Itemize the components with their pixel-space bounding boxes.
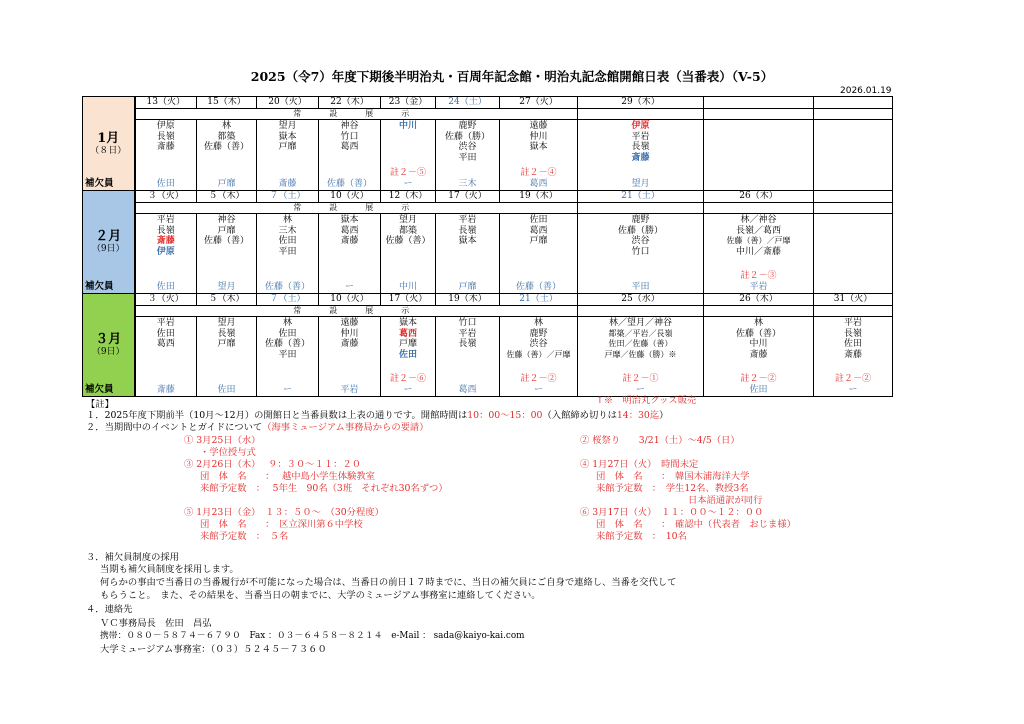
duty-cell (436, 120, 500, 191)
reserve-name: 斎藤 (278, 178, 297, 189)
staff-name: 戸靡／佐藤（勝）※ (604, 349, 677, 359)
month-day-count: （9日） (91, 347, 125, 358)
month-day-count: （８日） (90, 145, 127, 156)
note-3-line-2: 何らかの事由で当番日の当番履行が不可能になった場合は、当番日の前日１７時までに、当日の補欠員にご自身で連絡し、当番を交代して (100, 577, 677, 588)
staff-name: 佐藤（善） (735, 328, 781, 339)
event-4-note: 日本語通訳が同行 (688, 495, 763, 506)
event-6-count: 来館予定数 ： 10名 (596, 531, 687, 542)
event-6-group: 団 体 名 ： 確認中（代表者 おじま様） (596, 519, 796, 530)
staff-name: 長嶺 (156, 225, 175, 236)
month-label-1 (83, 97, 135, 191)
date-cell: ７（土） (257, 294, 319, 306)
staff-name: 林 (221, 121, 231, 131)
duty-cell (814, 214, 893, 294)
duty-cell (578, 120, 704, 191)
empty-cell (704, 109, 814, 120)
staff-name: 長嶺 (217, 328, 236, 339)
staff-name: 渋谷 (529, 339, 548, 349)
date-cell (814, 97, 893, 109)
staff-name: 鹿野 (631, 215, 650, 225)
event-4-count: 来館予定数 ： 学生12名、教授3名 (596, 483, 749, 494)
date-cell: 15（木） (197, 97, 257, 109)
staff-name: 佐藤（善）／戸靡 (506, 349, 571, 359)
staff-name: 伊原 (631, 121, 650, 131)
reserve-label: 補欠員 (85, 177, 114, 189)
reserve-label: 補欠員 (85, 383, 114, 395)
note-2-request: （海事ミュージアム事務局からの要請） (262, 422, 429, 433)
empty-cell (814, 306, 893, 317)
reserve-name: 葛西 (458, 384, 477, 395)
reserve-name: 平田 (631, 281, 650, 292)
staff-name: 戸靡 (278, 142, 297, 152)
date-cell: 22（木） (319, 97, 381, 109)
reserve-name: 平岩 (749, 281, 768, 292)
cell-note: 註２－① (622, 373, 659, 384)
reserve-name: 望月 (217, 281, 236, 292)
reserve-name: 三木 (458, 178, 477, 189)
duty-cell (381, 317, 436, 397)
event-3-group: 団 体 名 ： 越中島小学生体験教室 (200, 471, 375, 482)
staff-name: 佐田 (278, 236, 297, 246)
duty-cell (197, 214, 257, 294)
staff-name: 竹口 (340, 131, 359, 142)
duty-cell (135, 120, 197, 191)
duty-cell (319, 214, 381, 294)
note-1 (86, 410, 668, 421)
date-cell: 19（木） (500, 191, 578, 203)
note-2 (86, 422, 429, 433)
reserve-name: 戸靡 (217, 178, 236, 189)
event-2: ② 桜祭り 3/21（土）～4/5（日） (580, 435, 740, 446)
duty-cell (135, 214, 197, 294)
duty-cell (704, 317, 814, 397)
date-cell: ７（土） (257, 191, 319, 203)
staff-name: 葛西 (529, 225, 548, 236)
date-cell (814, 191, 893, 203)
staff-name: 三木 (278, 225, 297, 236)
duty-cell (197, 317, 257, 397)
staff-name: 平岩 (458, 328, 477, 339)
date-cell: 23（金） (381, 97, 436, 109)
reserve-name: 戸靡 (458, 281, 477, 292)
staff-name: 斎藤 (156, 142, 175, 152)
staff-name: 平岩 (843, 318, 862, 328)
cell-note: 註２－② (740, 373, 777, 384)
staff-name: 林 (282, 215, 292, 225)
date-cell: 10（火） (319, 294, 381, 306)
duty-roster-table (82, 96, 893, 397)
reserve-name: ー (282, 384, 292, 395)
date-cell: ３（火） (135, 294, 197, 306)
duty-cell (257, 214, 319, 294)
cell-note: 註２－④ (520, 167, 557, 178)
staff-name: 斎藤 (631, 152, 650, 163)
month-label-3 (83, 294, 135, 397)
staff-name: 神谷 (217, 215, 236, 225)
empty-cell (578, 203, 704, 214)
staff-name: 佐田 (529, 215, 548, 225)
staff-name: 平岩 (458, 215, 477, 225)
date-cell: 19（木） (436, 294, 500, 306)
reserve-name: 佐藤（善） (515, 281, 561, 292)
duty-cell (135, 317, 197, 397)
reserve-name: 佐藤（善） (264, 281, 310, 292)
staff-name: 嶽本 (458, 236, 477, 246)
month-day-count: （9日） (91, 244, 125, 255)
empty-cell (704, 306, 814, 317)
staff-name: 佐田 (398, 349, 417, 360)
duty-cell (704, 120, 814, 191)
duty-cell (257, 317, 319, 397)
note-1-text: １．2025年度下期前半（10月～12月）の開館日と当番員数は上表の通りです。開館時間は (86, 410, 468, 421)
note-3: ３．補欠員制度の採用 (86, 552, 179, 563)
date-cell: 17（火） (381, 294, 436, 306)
staff-name: 佐田 (156, 328, 175, 339)
empty-cell (578, 109, 704, 120)
staff-name: 中川 (749, 339, 768, 349)
note-3-line-3: もらうこと。 また、その結果を、当番当日の朝までに、大学のミュージアム事務室に連絡してください。 (100, 590, 541, 601)
staff-name: 伊原 (156, 121, 175, 131)
duty-cell (381, 214, 436, 294)
page-title: 2025（令7）年度下期後半明治丸・百周年記念館・明治丸記念館開館日表（当番表）（V-5） (250, 69, 774, 84)
event-1-detail: ・学位授与式 (200, 447, 256, 458)
staff-name: 葛西 (398, 328, 417, 339)
staff-name: 戸靡 (398, 339, 417, 349)
staff-name: 戸靡 (217, 225, 236, 236)
event-5-group: 団 体 名 ： 区立深川第６中学校 (200, 519, 363, 530)
date-cell: 29（木） (578, 97, 704, 109)
staff-name: 平田 (278, 246, 297, 257)
date-cell: ５（木） (197, 191, 257, 203)
duty-cell (381, 120, 436, 191)
staff-name: 長嶺／葛西 (735, 225, 781, 236)
staff-name: 嶽本 (340, 215, 359, 225)
event-1: ① 3月25日（水） (184, 435, 261, 446)
cell-note: 註２－③ (740, 270, 777, 281)
staff-name: 佐田 (843, 339, 862, 349)
date-cell: ５（木） (197, 294, 257, 306)
event-3-count: 来館予定数 ： 5年生 90名（3班 それぞれ30名ずつ） (200, 483, 448, 494)
staff-name: 長嶺 (458, 225, 477, 236)
date-cell: 10（火） (319, 191, 381, 203)
staff-name: 中川 (398, 121, 417, 131)
duty-cell (436, 214, 500, 294)
date-cell: 27（火） (500, 97, 578, 109)
document-date: 2026.01.19 (840, 86, 892, 96)
duty-cell (500, 214, 578, 294)
note-4: ４．連絡先 (86, 604, 133, 615)
reserve-name: ー (533, 384, 543, 395)
contact-phone: 携帯：０８０－５８７４－６７９０ Fax ：０３－６４５８－８２１４ e-Mail ： sada@kaiyo-kai.com (100, 631, 525, 641)
staff-name: 望月 (278, 121, 297, 131)
staff-name: 長嶺 (631, 142, 650, 152)
date-cell: 21（土） (500, 294, 578, 306)
staff-name: 平岩 (631, 131, 650, 142)
staff-name: 遠藤 (340, 318, 359, 328)
staff-name: 竹口 (631, 246, 650, 257)
staff-name: 竹口 (458, 318, 477, 328)
reserve-name: 佐田 (749, 384, 768, 395)
staff-name: 嶽本 (529, 142, 548, 152)
empty-cell (704, 203, 814, 214)
date-cell (704, 97, 814, 109)
staff-name: 斎藤 (749, 349, 768, 360)
staff-name: 斎藤 (156, 236, 175, 246)
staff-name: 平田 (278, 349, 297, 360)
staff-name: 仲川 (529, 131, 548, 142)
cell-note: 註２－⑥ (389, 373, 426, 384)
staff-name: 長嶺 (843, 328, 862, 339)
staff-name: 都築 (217, 131, 236, 142)
duty-cell (257, 120, 319, 191)
staff-name: 林／望月／神谷 (608, 318, 672, 328)
exhibit-row: 常 設 展 示 (135, 306, 578, 317)
duty-cell (319, 317, 381, 397)
staff-name: 鹿野 (529, 328, 548, 339)
staff-name: 林 (282, 318, 292, 328)
staff-name: 佐藤（勝） (617, 225, 663, 236)
staff-name: 葛西 (340, 225, 359, 236)
reserve-name: ー (848, 384, 858, 395)
duty-cell (704, 214, 814, 294)
event-4: ④ 1月27日（火） 時間未定 (580, 459, 699, 470)
staff-name: 佐藤（善） (264, 339, 310, 349)
reserve-name: 佐藤（善） (326, 178, 372, 189)
date-cell: 12（木） (381, 191, 436, 203)
month-name: 1月 (97, 130, 120, 146)
staff-name: 鹿野 (458, 121, 477, 131)
notes-header: 【註】 (86, 399, 114, 410)
staff-name: 伊原 (156, 246, 175, 257)
staff-name: 林 (533, 318, 543, 328)
reserve-name: ー (403, 178, 413, 189)
duty-cell (814, 120, 893, 191)
note-1-end: ） (659, 410, 669, 421)
reserve-name: ー (635, 384, 645, 395)
staff-name: 戸靡 (529, 236, 548, 246)
note-3-line-1: 当期も補欠員制度を採用します。 (100, 564, 239, 575)
staff-name: 佐藤（善） (203, 236, 249, 246)
cell-note: 註２－② (834, 373, 871, 384)
staff-name: 平岩 (156, 215, 175, 225)
month-name: ２月 (95, 229, 122, 245)
note-1-mid: （入館締め切りは (542, 410, 617, 421)
duty-cell (319, 120, 381, 191)
date-cell: 20（火） (257, 97, 319, 109)
staff-name: 都築／平岩／長嶺 (608, 328, 673, 338)
month-label-2 (83, 191, 135, 294)
staff-name: 葛西 (156, 339, 175, 349)
reserve-name: 佐田 (156, 178, 175, 189)
staff-name: 佐藤（善） (385, 236, 431, 246)
reserve-name: 葛西 (529, 178, 548, 189)
staff-name: 葛西 (340, 142, 359, 152)
reserve-name: ー (403, 384, 413, 395)
staff-name: 林／神谷 (740, 215, 777, 225)
date-cell: 17（火） (436, 191, 500, 203)
contact-name: ＶＣ事務局長 佐田 昌弘 (100, 618, 212, 629)
staff-name: 都築 (398, 225, 417, 236)
staff-name: 戸靡 (217, 339, 236, 349)
staff-name: 嶽本 (398, 318, 417, 328)
staff-name: 佐田 (278, 328, 297, 339)
reserve-name: 佐田 (217, 384, 236, 395)
reserve-name: 斎藤 (156, 384, 175, 395)
exhibit-row: 常 設 展 示 (135, 109, 578, 120)
goods-note: ↑※ 明治丸グッズ販売 (596, 395, 697, 406)
cell-note: 註２－⑤ (389, 167, 426, 178)
staff-name: 斎藤 (843, 349, 862, 360)
reserve-label: 補欠員 (85, 280, 114, 292)
date-cell: 31（火） (814, 294, 893, 306)
event-3: ③ 2月26日（木） ９：３０～１１：２０ (184, 459, 362, 470)
duty-cell (500, 317, 578, 397)
staff-name: 林 (753, 318, 763, 328)
date-cell: 21（土） (578, 191, 704, 203)
empty-cell (578, 306, 704, 317)
staff-name: 佐田／佐藤（善） (608, 339, 673, 348)
reserve-name: 中川 (398, 281, 417, 292)
staff-name: 神谷 (340, 121, 359, 131)
staff-name: 望月 (398, 215, 417, 225)
event-5: ⑤ 1月23日（金） １３：５０～ （30分程度） (184, 507, 384, 518)
reserve-name: 望月 (631, 178, 650, 189)
event-5-count: 来館予定数 ： ５名 (200, 531, 289, 542)
staff-name: 渋谷 (458, 142, 477, 152)
reserve-name: 佐田 (156, 281, 175, 292)
event-6: ⑥ 3月17日（火） １１：００～１２：００ (580, 507, 764, 518)
contact-museum: 大学ミュージアム事務室：（０３）５２４５－７３６０ (100, 644, 327, 655)
staff-name: 平田 (458, 152, 477, 163)
duty-cell (578, 214, 704, 294)
note-1-close: 14：30迄 (616, 410, 660, 421)
staff-name: 望月 (217, 318, 236, 328)
staff-name: 斎藤 (340, 339, 359, 349)
exhibit-row: 常 設 展 示 (135, 203, 578, 214)
staff-name: 長嶺 (156, 131, 175, 142)
staff-name: 渋谷 (631, 236, 650, 246)
staff-name: 佐藤（善）／戸靡 (726, 236, 791, 245)
reserve-name: ー (344, 281, 354, 292)
duty-cell (197, 120, 257, 191)
duty-cell (814, 317, 893, 397)
duty-cell (500, 120, 578, 191)
staff-name: 長嶺 (458, 339, 477, 349)
note-1-hours: 10：00～15：00 (467, 410, 543, 421)
staff-name: 平岩 (156, 318, 175, 328)
date-cell: 25（水） (578, 294, 704, 306)
staff-name: 中川／斎藤 (735, 246, 781, 257)
event-4-group: 団 体 名 ： 韓国木浦海洋大学 (596, 471, 750, 482)
staff-name: 佐藤（勝） (444, 131, 490, 142)
staff-name: 仲川 (340, 328, 359, 339)
staff-name: 嶽本 (278, 131, 297, 142)
staff-name: 斎藤 (340, 236, 359, 246)
staff-name: 佐藤（善） (203, 142, 249, 152)
month-name: ３月 (95, 332, 122, 348)
date-cell: 24（土） (436, 97, 500, 109)
note-2-text: ２．当期間中のイベントとガイドについて (86, 422, 263, 433)
date-cell: 26（木） (704, 294, 814, 306)
date-cell: 26（木） (704, 191, 814, 203)
date-cell: 13（火） (135, 97, 197, 109)
staff-name: 遠藤 (529, 121, 548, 131)
date-cell: ３（火） (135, 191, 197, 203)
reserve-name: 平岩 (340, 384, 359, 395)
duty-cell (578, 317, 704, 397)
empty-cell (814, 109, 893, 120)
cell-note: 註２－② (520, 373, 557, 384)
empty-cell (814, 203, 893, 214)
duty-cell (436, 317, 500, 397)
